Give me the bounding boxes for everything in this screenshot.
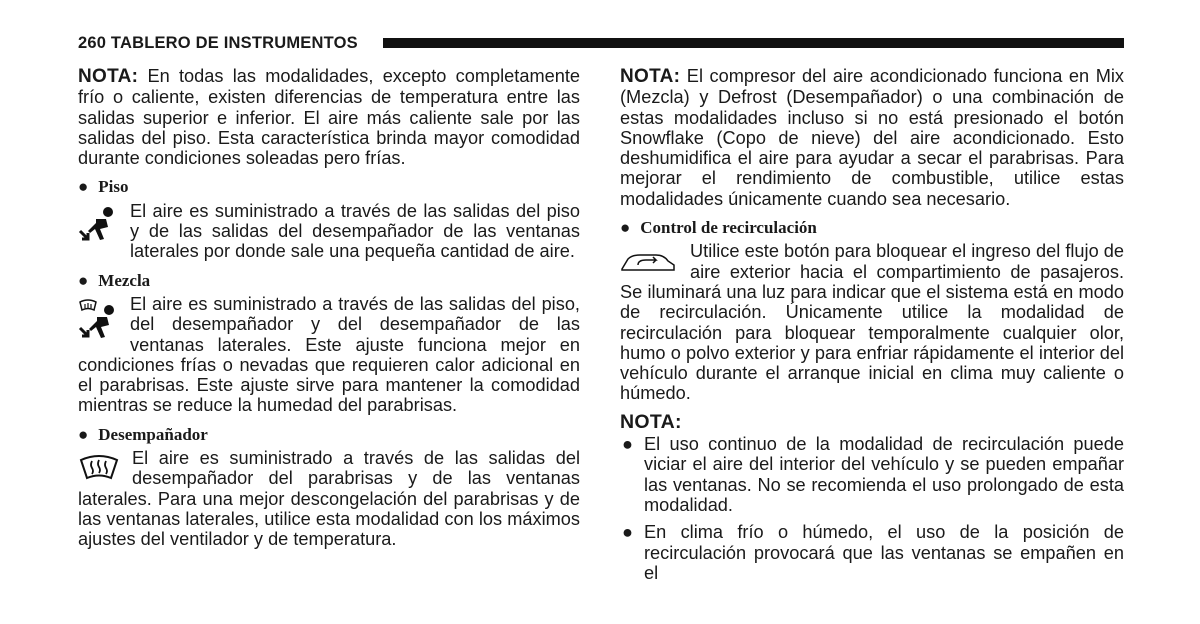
heading-text: Piso bbox=[98, 177, 129, 197]
defrost-icon bbox=[78, 452, 120, 482]
list-item bbox=[620, 522, 1124, 583]
page-title: 260 TABLERO DE INSTRUMENTOS bbox=[78, 34, 358, 52]
bullet: ● bbox=[78, 424, 89, 444]
nota-label: NOTA: bbox=[78, 66, 139, 87]
left-column bbox=[78, 66, 580, 550]
nota-paragraph bbox=[78, 66, 580, 168]
heading-text: Mezcla bbox=[98, 270, 151, 290]
desempanador-text: El aire es suministrado a través de las salidas del desempañador del parabrisas y de las ventanas laterales. Para una mejor descongelación del parabrisas y de las ventanas laterales, utilice esta modalidad con los máximos ajustes del ventilador y de temperatura. bbox=[78, 448, 580, 550]
note-text: El uso continuo de la modalidad de recirculación puede viciar el aire del interior del vehículo y se pueden empañar las ventanas. No se recomienda el uso prolongado de esta modalidad. bbox=[644, 434, 1124, 515]
bullet: ● bbox=[622, 434, 633, 455]
heading-text: Desempañador bbox=[98, 424, 208, 444]
section-desempanador bbox=[78, 448, 580, 549]
list-item bbox=[620, 434, 1124, 515]
mezcla-text: El aire es suministrado a través de las salidas del piso, del desempañador y del desempañador de las ventanas laterales. Este ajuste funciona mejor en condiciones frías o nevadas que requieren calor adicional en el parabrisas. Este ajuste sirve para mantener la comodidad mientras se reduce la humedad del parabrisas. bbox=[78, 293, 580, 416]
nota-paragraph bbox=[620, 66, 1124, 209]
bullet: ● bbox=[620, 218, 631, 238]
floor-mode-icon bbox=[78, 205, 118, 245]
section-heading-recirc bbox=[620, 218, 1124, 238]
section-heading-piso bbox=[78, 177, 580, 197]
nota-text: En todas las modalidades, excepto completamente frío o caliente, existen diferencias de temperatura entre las salidas superior e inferior. El aire más caliente sale por las salidas del piso. Esta característica brinda mayor comodidad durante condiciones soleadas pero frías. bbox=[78, 66, 580, 169]
nota-text: El compresor del aire acondicionado funciona en Mix (Mezcla) y Defrost (Desempañador) o una combinación de estas modalidades incluso si no está presionado el botón Snowflake (Copo de nieve) del aire acondicionado. Esto deshumidifica el aire para ayudar a secar el parabrisas. Para mejorar el rendimiento de combustible, utilice estas modalidades únicamente cuando sea necesario. bbox=[620, 66, 1124, 209]
right-column bbox=[620, 66, 1124, 590]
piso-text: El aire es suministrado a través de las salidas del piso y de las salidas del desempañador de las ventanas laterales por donde sale una pequeña cantidad de aire. bbox=[130, 200, 580, 262]
section-piso bbox=[78, 201, 580, 262]
section-recirc bbox=[620, 241, 1124, 403]
mix-mode-icon bbox=[78, 298, 118, 342]
recirculation-icon bbox=[620, 251, 676, 275]
page-header bbox=[78, 32, 1124, 54]
section-mezcla bbox=[78, 294, 580, 416]
nota2-label: NOTA: bbox=[620, 410, 682, 433]
bullet: ● bbox=[78, 270, 89, 290]
notes-list bbox=[620, 434, 1124, 583]
bullet: ● bbox=[78, 177, 89, 197]
note-text: En clima frío o húmedo, el uso de la posición de recirculación provocará que las ventanas se empañen en el bbox=[644, 522, 1124, 583]
nota-label: NOTA: bbox=[620, 66, 681, 87]
bullet: ● bbox=[622, 522, 633, 543]
heading-text: Control de recirculación bbox=[640, 218, 817, 238]
header-rule bbox=[383, 38, 1124, 48]
section-heading-desempanador bbox=[78, 425, 580, 445]
section-heading-mezcla bbox=[78, 271, 580, 291]
recirc-text: Utilice este botón para bloquear el ingreso del flujo de aire exterior hacia el compartimiento de pasajeros. Se iluminará una luz para indicar que el sistema está en modo de recirculación. Únicamente utilice la modalidad de recirculación para bloquear temporalmente cualquier olor, humo o polvo exterior y para enfriar rápidamente el interior del vehículo durante el arranque inicial en clima muy caliente o húmedo. bbox=[620, 241, 1124, 404]
